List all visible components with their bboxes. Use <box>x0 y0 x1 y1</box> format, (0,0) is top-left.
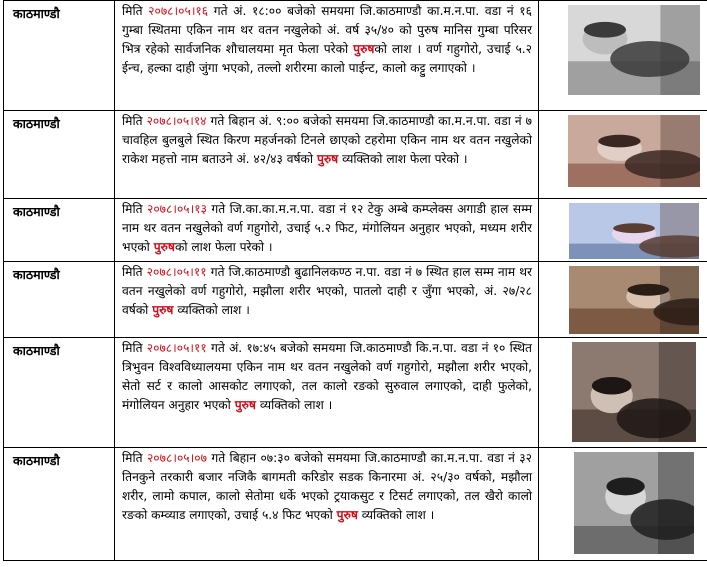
photo-cell <box>539 111 707 199</box>
text-before: मिति <box>122 265 147 279</box>
record-date: २०७८।०५।१६ <box>148 4 209 18</box>
body-photo <box>572 342 696 442</box>
body-photo <box>568 5 700 95</box>
gender-label: पुरुष <box>153 239 175 254</box>
district-cell: काठमाण्डौ <box>4 448 115 561</box>
record-date: २०७८।०५।१३ <box>146 202 207 216</box>
gender-label: पुरुष <box>152 302 174 317</box>
description-text-end: व्यक्तिको लाश । <box>357 507 435 522</box>
text-before: मिति <box>122 341 147 355</box>
description-cell <box>115 338 539 448</box>
description-text: गते जि.का.का.म.न.पा. वडा नं १२ टेकु अम्बे कम्प्लेक्स अगाडी हाल सम्म नाम थर वतन नखुलेको वर्ण गहुगोरो, उचाई ५.२ फिट, मंगोलियन अनुहार भएको, मध्यम शरीर भएको <box>122 202 532 254</box>
record-row <box>4 199 707 262</box>
photo-cell <box>539 1 707 111</box>
record-date: २०७८।०५।०७ <box>146 451 207 465</box>
description-text-end: को लाश । वर्ण गहुगोरो, उचाई ५.२ ईन्च, हल्का दाही जुंगा भएको, तल्लो शरीरमा कालो पाईन्ट, कालो कट्टु लगाएको । <box>122 41 532 75</box>
description-text: गते बिहान अं. ९:०० बजेको समयमा जि.काठमाण्डौ का.म.न.पा. वडा नं ७ चावहिल बुलबुले स्थित किरण महर्जनको टिनले छाएको टहरोमा एकिन नाम थर वतन नखुलेको राकेश महत्तो नाम बताउने अं. ४२/४३ वर्षको <box>122 114 532 166</box>
description-text: गते जि.काठमाण्डौ बुढानिलकण्ठ न.पा. वडा नं ७ स्थित हाल सम्म नाम थर वतन नखुलेको वर्ण गहुगोरो, मझौला शरीर भएको, पातलो दाही र जुँगा भएको, अं. २७/२८ वर्षको <box>122 265 532 317</box>
record-date: २०७८।०५।१४ <box>146 114 207 128</box>
district-cell: काठमाण्डौ <box>4 111 115 199</box>
description-cell <box>115 1 539 111</box>
district-cell: काठमाण्डौ <box>4 199 115 262</box>
text-before: मिति <box>122 4 149 18</box>
district-cell: काठमाण्डौ <box>4 262 115 338</box>
description-text-end: व्यक्तिको लाश फेला परेको । <box>338 151 468 166</box>
record-date: २०७८।०५।११ <box>146 341 207 355</box>
body-photo <box>569 203 699 259</box>
body-photo-graphic <box>574 452 694 554</box>
body-photo <box>568 115 700 187</box>
description-cell <box>115 448 539 561</box>
photo-cell <box>539 448 707 561</box>
body-photo-graphic <box>569 203 699 259</box>
description-text: गते बिहान ०७:३० बजेको समयमा जि.काठमाण्डौ का.म.न.पा. वडा नं ३२ तिनकुने तरकारी बजार नजिकै बागमती करिडोर सडक किनारमा अं. २५/३० वर्षको, मझौला शरीर, लामो कपाल, कालो सेतोमा धर्के भएको ट्रयाकसुट र टिसर्ट लगाएको, तल खैरो कालो रङको कम्व्याड लगाएको, उचाई ५.४ फिट भएको <box>122 451 532 522</box>
record-row <box>4 338 707 448</box>
body-photo-graphic <box>572 342 696 442</box>
description-text: गते अं. १८:०० बजेको समयमा जि.काठमाण्डौ का.म.न.पा. वडा नं १६ गुम्बा स्थितमा एकिन नाम थर वतन नखुलेको अं. वर्ष ३५/४० को पुरुष मानिस गुम्बा परिसर भित्र रहेको सार्वजनिक शौचालयमा मृत फेला परेको <box>122 4 532 56</box>
text-before: मिति <box>122 451 147 465</box>
description-text-end: व्यक्तिको लाश । <box>255 397 333 412</box>
text-before: मिति <box>122 202 147 216</box>
photo-cell <box>539 262 707 338</box>
record-row <box>4 262 707 338</box>
record-date: २०७८।०५।११ <box>146 265 207 279</box>
unidentified-bodies-table <box>3 0 707 561</box>
description-cell <box>115 199 539 262</box>
body-photo <box>569 266 699 334</box>
description-text-end: को लाश फेला परेको । <box>174 239 273 254</box>
gender-label: पुरुष <box>336 507 358 522</box>
district-cell: काठमाण्डौ <box>4 1 115 111</box>
body-photo-graphic <box>568 5 700 95</box>
gender-label: पुरुष <box>316 151 339 166</box>
description-cell <box>115 111 539 199</box>
photo-cell <box>539 338 707 448</box>
gender-label: पुरुष <box>353 41 375 56</box>
text-before: मिति <box>122 114 147 128</box>
body-photo <box>574 452 694 554</box>
district-cell: काठमाण्डौ <box>4 338 115 448</box>
description-text-end: व्यक्तिको लाश । <box>173 302 250 317</box>
gender-label: पुरुष <box>234 397 256 412</box>
record-row <box>4 448 707 561</box>
record-row <box>4 1 707 111</box>
record-row <box>4 111 707 199</box>
photo-cell <box>539 199 707 262</box>
body-photo-graphic <box>568 115 700 187</box>
body-photo-graphic <box>569 266 699 334</box>
description-cell <box>115 262 539 338</box>
description-text: गते अं. १७:४५ बजेको समयमा जि.काठमाण्डौ कि.न.पा. वडा नं १० स्थित त्रिभुवन विश्वविध्यालयमा एकिन नाम थर वतन नखुलेको वर्ण गहुगोरो, मझौला शरीर भएको, सेतो सर्ट र कालो आसकोट लगाएको, तल कालो रङको सुरुवाल लगाएको, दाही फुलेको, मंगोलियन अनुहार भएको <box>122 341 532 412</box>
